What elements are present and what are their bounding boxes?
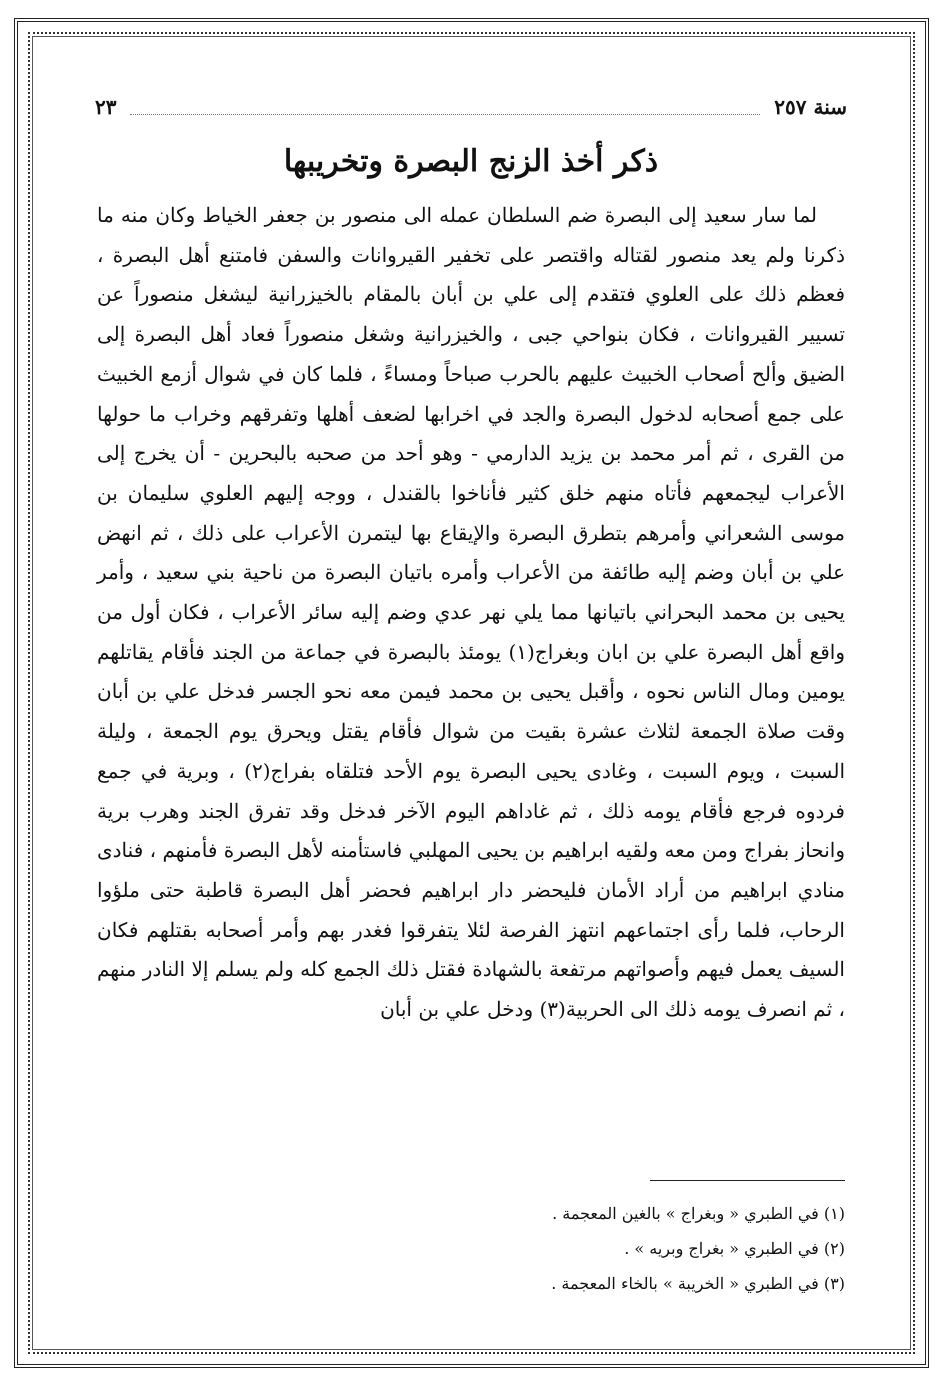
footnote-1: (١) في الطبري « وبغراج » بالغين المعجمة .: [552, 1204, 845, 1223]
body-text: [97, 196, 845, 1030]
header-dotted-rule: [130, 100, 760, 115]
footnote-2: (٢) في الطبري « بغراج وبريه » .: [624, 1239, 845, 1258]
running-head: سنة ٢٥٧: [774, 95, 847, 119]
page-header: [95, 92, 847, 122]
footnote-separator: [650, 1180, 845, 1181]
page-number: ٢٣: [95, 95, 117, 119]
body-paragraph: لما سار سعيد إلى البصرة ضم السلطان عمله الى منصور بن جعفر الخياط وكان منه ما ذكرنا ولم يعد منصور لقتاله واقتصر على تخفير القيروانات والسفن فامتنع أهل البصرة ، فعظم ذلك على العلوي فتقدم إلى علي بن أبان بالمقام بالخيزرانية ليشغل منصوراً عن تسيير القيروانات ، فكان بنواحي جبى ، والخيزرانية وشغل منصوراً فعاد أهل البصرة إلى الضيق وألح أصحاب الخبيث عليهم بالحرب صباحاً ومساءً ، فلما كان في شوال أزمع الخبيث على جمع أصحابه لدخول البصرة والجد في اخرابها لضعف أهلها وتفرقهم وخراب ما حولها من القرى ، ثم أمر محمد بن يزيد الدارمي - وهو أحد من صحبه بالبحرين - أن يخرج إلى الأعراب ليجمعهم فأتاه منهم خلق كثير فأناخوا بالقندل ، ووجه إليهم العلوي سليمان بن موسى الشعراني وأمرهم بتطرق البصرة والإيقاع بها ليتمرن الأعراب على ذلك ، ثم انهض علي بن أبان وضم إليه طائفة من الأعراب وأمره باتيان البصرة من ناحية بني سعيد ، وأمر يحيى بن محمد البحراني باتيانها مما يلي نهر عدي وضم إليه سائر الأعراب ، فكان أول من واقع أهل البصرة علي بن ابان وبغراج(١) يومئذ بالبصرة في جماعة من الجند فأقام يقاتلهم يومين ومال الناس نحوه ، وأقبل يحيى بن محمد فيمن معه نحو الجسر فدخل علي بن أبان وقت صلاة الجمعة لثلاث عشرة بقيت من شوال فأقام يقتل ويحرق يوم الجمعة ، وليلة السبت ، ويوم السبت ، وغادى يحيى البصرة يوم الأحد فتلقاه بفراج(٢) ، وبرية في جمع فردوه فرجع فأقام يومه ذلك ، ثم غاداهم اليوم الآخر فدخل وقد تفرق الجند وهرب برية وانحاز بفراج ومن معه ولقيه ابراهيم بن يحيى المهلبي فاستأمنه لأهل البصرة فأمنهم ، فنادى منادي ابراهيم من أراد الأمان فليحضر دار ابراهيم فحضر أهل البصرة قاطبة حتى ملؤوا الرحاب، فلما رأى اجتماعهم انتهز الفرصة لئلا يتفرقوا فغدر بهم وأمر أصحابه بقتلهم فكان السيف يعمل فيهم وأصواتهم مرتفعة بالشهادة فقتل ذلك الجمع كله ولم يسلم إلا النادر منهم ، ثم انصرف يومه ذلك الى الحربية(٣) ودخل علي بن أبان: [97, 203, 846, 1022]
chapter-title: ذكر أخذ الزنج البصرة وتخريبها: [283, 144, 659, 179]
footnote-3: (٣) في الطبري « الخريبة » بالخاء المعجمة .: [551, 1274, 845, 1293]
footnotes: [300, 1196, 845, 1301]
